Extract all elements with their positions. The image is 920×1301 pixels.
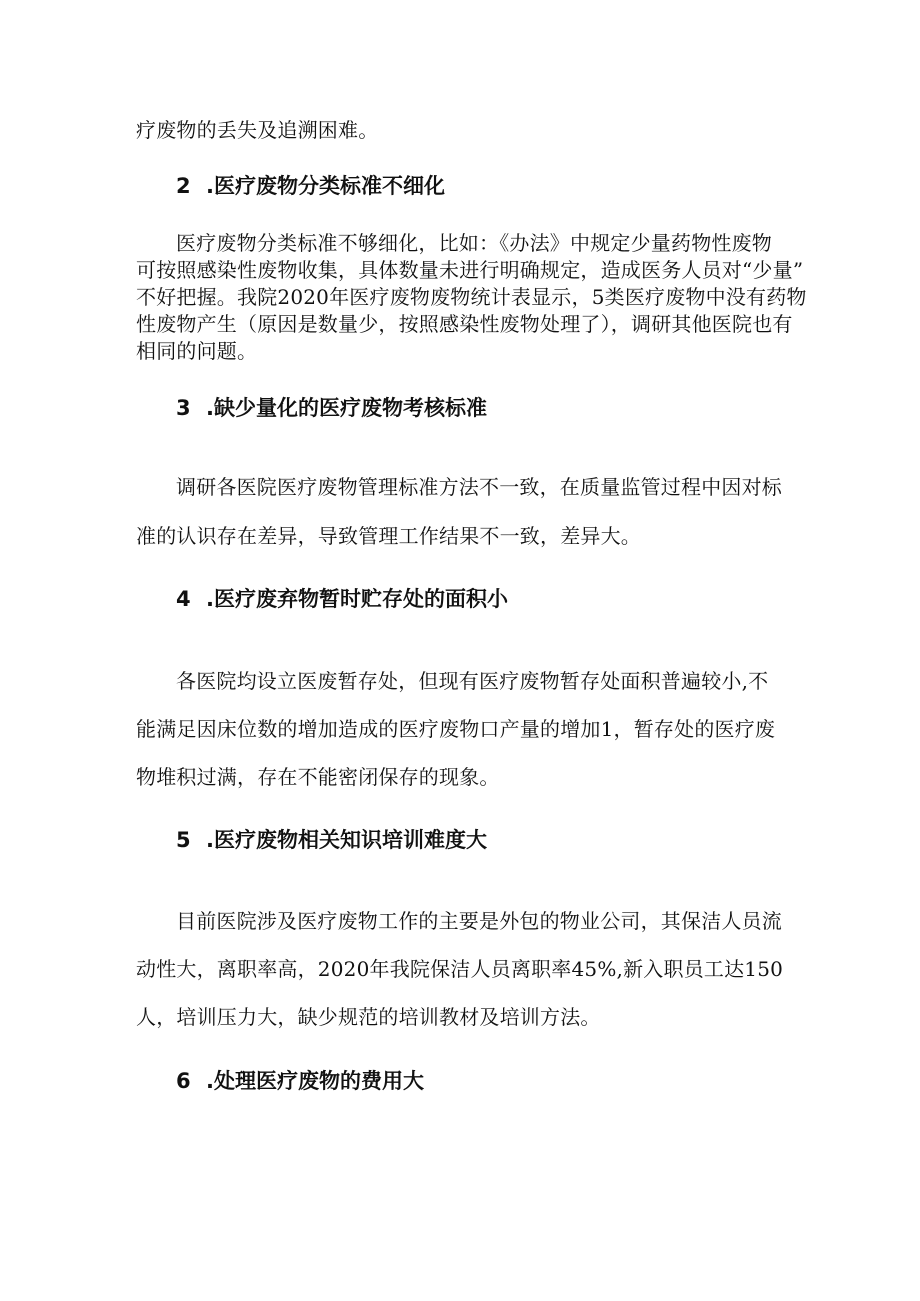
- section-heading-3: [176, 394, 487, 422]
- paragraph-line: 准的认识存在差异，导致管理工作结果不一致，差异大。: [136, 524, 641, 548]
- section-title: .医疗废物相关知识培训难度大: [206, 828, 487, 852]
- paragraph-line: 可按照感染性废物收集，具体数量未进行明确规定，造成医务人员对“少量”: [136, 258, 804, 282]
- section-heading-4: [176, 585, 508, 613]
- section-number: 6: [176, 1069, 191, 1093]
- section-title: .医疗废物分类标准不细化: [206, 174, 445, 198]
- section-title: .医疗废弃物暂时贮存处的面积小: [206, 587, 508, 611]
- paragraph-line: 疗废物的丢失及追溯困难。: [136, 118, 379, 142]
- section-number: 2: [176, 174, 191, 198]
- paragraph-line: 能满足因床位数的增加造成的医疗废物口产量的增加1，暂存处的医疗废: [136, 717, 776, 741]
- paragraph-line: 目前医院涉及医疗废物工作的主要是外包的物业公司，其保洁人员流: [176, 909, 782, 933]
- paragraph-line: 动性大，离职率高，2020年我院保洁人员离职率45%,新入职员工达150: [136, 957, 784, 981]
- paragraph-line: 性废物产生（原因是数量少，按照感染性废物处理了），调研其他医院也有: [136, 312, 793, 336]
- section-number: 4: [176, 587, 191, 611]
- section-number: 3: [176, 396, 191, 420]
- section-heading-5: [176, 826, 487, 854]
- section-title: .缺少量化的医疗废物考核标准: [206, 396, 487, 420]
- section-title: .处理医疗废物的费用大: [206, 1069, 424, 1093]
- section-heading-6: [176, 1067, 424, 1095]
- paragraph-line: 各医院均设立医废暂存处，但现有医疗废物暂存处面积普遍较小,不: [176, 669, 769, 693]
- paragraph-line: 物堆积过满，存在不能密闭保存的现象。: [136, 765, 500, 789]
- paragraph-line: 不好把握。我院2020年医疗废物废物统计表显示，5类医疗废物中没有药物: [136, 285, 807, 309]
- paragraph-line: 调研各医院医疗废物管理标准方法不一致，在质量监管过程中因对标: [176, 475, 782, 499]
- section-heading-2: [176, 172, 445, 200]
- paragraph-line: 相同的问题。: [136, 339, 258, 363]
- paragraph-line: 医疗废物分类标准不够细化，比如：《办法》中规定少量药物性废物: [176, 231, 772, 255]
- paragraph-line: 人，培训压力大，缺少规范的培训教材及培训方法。: [136, 1005, 601, 1029]
- section-number: 5: [176, 828, 191, 852]
